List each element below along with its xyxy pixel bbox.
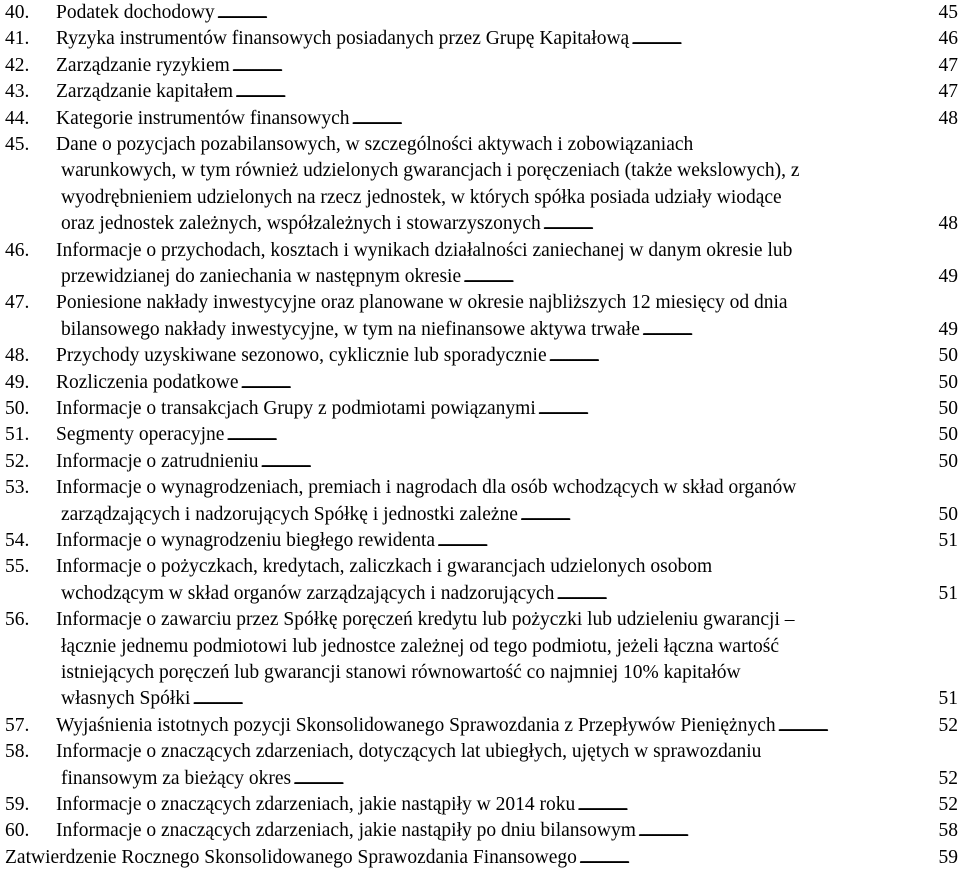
toc-entry-title-line: własnych Spółki: [61, 688, 191, 710]
toc-entry[interactable]: [0, 528, 960, 554]
toc-entry-title-line: łącznie jednemu podmiotowi lub jednostce zależnej od tego podmiotu, jeżeli łączna wartość: [61, 635, 779, 657]
toc-entry-title-line: Informacje o wynagrodzeniu biegłego rewidenta: [56, 530, 436, 551]
toc-entry-number: 51.: [5, 424, 30, 446]
toc-entry-title-line: Przychody uzyskiwane sezonowo, cyklicznie lub sporadycznie: [56, 345, 547, 367]
toc-entry-title-line: Poniesione nakłady inwestycyjne oraz planowane w okresie najbliższych 12 miesięcy od dnia: [56, 292, 788, 314]
toc-entry-title-line: Informacje o znaczących zdarzeniach, dotyczących lat ubiegłych, ujętych w sprawozdaniu: [56, 741, 762, 763]
toc-entry-title-line: wyodrębnieniem udzielonych na rzecz jednostek, w których spółka posiada udziały wiodące: [61, 186, 782, 208]
toc-entry-number: 58.: [5, 741, 30, 763]
toc-entry[interactable]: [0, 106, 960, 132]
toc-entry-title-line: oraz jednostek zależnych, współzależnych i stowarzyszonych: [61, 213, 541, 235]
toc-entry-page-number[interactable]: 52: [938, 714, 958, 736]
toc-entry-page-number[interactable]: 50: [938, 450, 958, 472]
toc-entry-page-number[interactable]: 50: [938, 398, 958, 419]
toc-entry-title-line: bilansowego nakłady inwestycyjne, w tym na niefinansowe aktywa trwałe: [61, 318, 640, 340]
toc-entry-page-number[interactable]: 58: [938, 820, 958, 842]
dot-leader: [778, 713, 926, 740]
toc-entry-title-line: Informacje o pożyczkach, kredytach, zaliczkach i gwarancjach udzielonych osobom: [56, 556, 713, 578]
toc-entry[interactable]: [0, 422, 960, 448]
dot-leader: [463, 264, 926, 291]
toc-entry[interactable]: [0, 845, 960, 871]
dot-leader: [240, 370, 926, 397]
dot-leader: [352, 106, 926, 133]
toc-entry[interactable]: [0, 449, 960, 475]
toc-entry-page-number[interactable]: 47: [938, 54, 958, 76]
dot-leader: [192, 686, 926, 713]
dot-leader: [577, 792, 926, 819]
dot-leader: [437, 528, 926, 555]
toc-entry[interactable]: [0, 238, 960, 291]
toc-entry[interactable]: [0, 396, 960, 422]
toc-entry[interactable]: [0, 818, 960, 844]
toc-entry[interactable]: [0, 26, 960, 52]
toc-entry-page-number[interactable]: 52: [938, 767, 958, 789]
toc-entry-page-number[interactable]: 59: [938, 846, 958, 868]
toc-entry-page-number[interactable]: 51: [938, 582, 958, 604]
dot-leader: [638, 818, 926, 845]
dot-leader: [235, 79, 926, 106]
toc-entry-title-line: przewidzianej do zaniechania w następnym okresie: [61, 265, 462, 287]
toc-entry-number: 56.: [5, 609, 30, 631]
toc-entry-page-number[interactable]: 50: [938, 503, 958, 525]
toc-entry-number: 47.: [5, 292, 30, 314]
dot-leader: [549, 343, 926, 370]
toc-entry-number: 46.: [5, 239, 30, 261]
toc-entry-page-number[interactable]: 50: [938, 424, 958, 446]
toc-entry-title-line: Informacje o transakcjach Grupy z podmiotami powiązanymi: [56, 398, 536, 419]
toc-entry-title-line: Wyjaśnienia istotnych pozycji Skonsolidowanego Sprawozdania z Przepływów Pieniężnych: [56, 714, 776, 736]
toc-entry-title-line: wchodzącym w skład organów zarządzających i nadzorujących: [61, 582, 555, 604]
toc-entry[interactable]: [0, 554, 960, 607]
toc-entry-title-line: warunkowych, w tym również udzielonych gwarancjach i poręczeniach (także wekslowych), z: [61, 160, 800, 182]
toc-entry-number: 48.: [5, 345, 30, 367]
toc-entry[interactable]: [0, 739, 960, 792]
toc-entry-page-number[interactable]: 47: [938, 81, 958, 103]
toc-entry[interactable]: [0, 132, 960, 238]
toc-entry-page-number[interactable]: 49: [938, 318, 958, 340]
toc-entry[interactable]: [0, 607, 960, 713]
toc-entry-page-number[interactable]: 48: [938, 213, 958, 235]
toc-entry-number: 59.: [5, 794, 30, 815]
toc-entry-number: 53.: [5, 477, 30, 499]
toc-entry-title-line: zarządzających i nadzorujących Spółkę i jednostki zależne: [61, 503, 518, 525]
toc-entry-title-line: Informacje o znaczących zdarzeniach, jakie nastąpiły w 2014 roku: [56, 794, 576, 815]
dot-leader: [293, 766, 926, 793]
toc-entry-page-number[interactable]: 48: [938, 107, 958, 129]
toc-entry-title-line: Informacje o przychodach, kosztach i wynikach działalności zaniechanej w danym okresie lub: [56, 239, 793, 261]
toc-entry-number: 43.: [5, 81, 30, 103]
dot-leader: [538, 396, 926, 423]
toc-entry-title-line: Zarządzanie ryzykiem: [56, 54, 230, 76]
toc-entry-page-number[interactable]: 49: [938, 265, 958, 287]
toc-entry[interactable]: [0, 713, 960, 739]
dot-leader: [232, 53, 926, 80]
toc-entry-page-number[interactable]: 46: [938, 28, 958, 50]
toc-entry[interactable]: [0, 0, 960, 26]
toc-entry-title-line: Informacje o zatrudnieniu: [56, 450, 259, 472]
toc-entry[interactable]: [0, 79, 960, 105]
toc-entry-page-number[interactable]: 50: [938, 345, 958, 367]
toc-entry-number: 57.: [5, 714, 30, 736]
toc-entry-title-line: Ryzyka instrumentów finansowych posiadanych przez Grupę Kapitałową: [56, 28, 630, 50]
toc-entry-title-line: Dane o pozycjach pozabilansowych, w szczególności aktywach i zobowiązaniach: [56, 134, 694, 155]
dot-leader: [543, 211, 926, 238]
toc-entry-title-line: Zatwierdzenie Rocznego Skonsolidowanego Sprawozdania Finansowego: [5, 846, 577, 868]
toc-entry[interactable]: [0, 792, 960, 818]
toc-entry[interactable]: [0, 53, 960, 79]
toc-entry-title-line: Segmenty operacyjne: [56, 424, 225, 446]
toc-entry-page-number[interactable]: 51: [938, 688, 958, 710]
dot-leader: [556, 581, 926, 608]
dot-leader: [217, 0, 926, 27]
dot-leader: [631, 26, 926, 53]
toc-entry-number: 45.: [5, 134, 30, 155]
toc-entry-number: 50.: [5, 398, 30, 419]
dot-leader: [642, 317, 926, 344]
toc-entry-page-number[interactable]: 52: [938, 794, 958, 815]
dot-leader: [226, 422, 926, 449]
toc-entry-title-line: Podatek dochodowy: [56, 2, 215, 23]
toc-entry-number: 41.: [5, 28, 30, 50]
toc-entry[interactable]: [0, 370, 960, 396]
toc-entry[interactable]: [0, 290, 960, 343]
toc-entry-number: 60.: [5, 820, 30, 842]
toc-entry-title-line: istniejących poręczeń lub gwarancji stanowi równowartość co najmniej 10% kapitałów: [61, 661, 741, 683]
toc-entry-number: 44.: [5, 107, 30, 129]
toc-entry[interactable]: [0, 343, 960, 369]
toc-entry-page-number[interactable]: 51: [938, 530, 958, 551]
toc-entry-title-line: Zarządzanie kapitałem: [56, 81, 234, 103]
toc-entry-number: 54.: [5, 530, 30, 551]
toc-entry[interactable]: [0, 475, 960, 528]
toc-entry-number: 40.: [5, 2, 30, 23]
toc-entry-page-number[interactable]: 50: [938, 371, 958, 393]
toc-entry-number: 55.: [5, 556, 30, 578]
dot-leader: [579, 845, 926, 872]
dot-leader: [520, 502, 926, 529]
toc-entry-title-line: Informacje o wynagrodzeniach, premiach i nagrodach dla osób wchodzących w skład organów: [56, 477, 797, 499]
toc-entry-title-line: Informacje o zawarciu przez Spółkę poręczeń kredytu lub pożyczki lub udzieleniu gwarancji –: [56, 609, 795, 631]
toc-entry-title-line: finansowym za bieżący okres: [61, 767, 292, 789]
toc-entry-title-line: Kategorie instrumentów finansowych: [56, 107, 350, 129]
toc-entry-number: 42.: [5, 54, 30, 76]
toc-entry-number: 52.: [5, 450, 30, 472]
toc-entry-page-number[interactable]: 45: [938, 2, 958, 23]
toc-entry-number: 49.: [5, 371, 30, 393]
dot-leader: [261, 449, 927, 476]
toc-entry-title-line: Informacje o znaczących zdarzeniach, jakie nastąpiły po dniu bilansowym: [56, 820, 636, 842]
toc-entry-title-line: Rozliczenia podatkowe: [56, 371, 239, 393]
